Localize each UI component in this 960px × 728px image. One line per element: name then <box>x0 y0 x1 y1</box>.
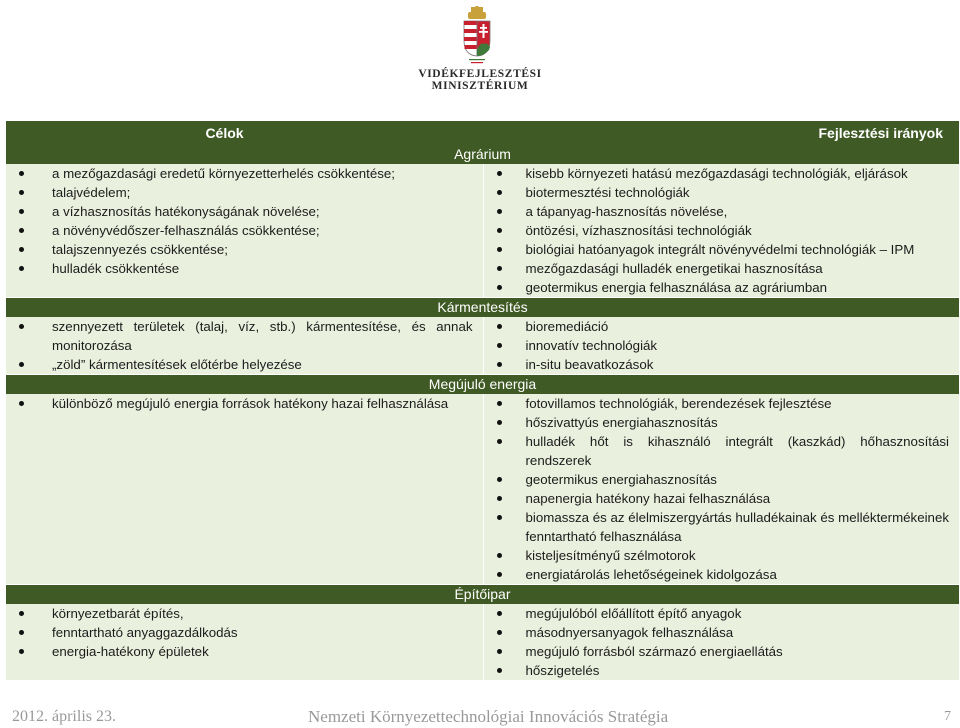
list-item <box>484 240 960 259</box>
direction-item: innovatív technológiák <box>525 338 658 353</box>
list-item <box>6 317 483 355</box>
direction-item: fotovillamos technológiák, berendezések fejlesztése <box>525 396 832 411</box>
direction-item: biomassza és az élelmiszergyártás hulladékainak és melléktermékeinek fenntartható felhasználása <box>525 510 949 544</box>
list-item <box>6 642 483 661</box>
list-item <box>484 202 960 221</box>
bullet-icon <box>497 209 502 214</box>
list-item <box>484 604 960 623</box>
goal-item: „zöld” kármentesítések előtérbe helyezése <box>52 357 302 372</box>
list-item <box>484 164 960 183</box>
goal-list <box>6 164 483 278</box>
list-item <box>6 623 483 642</box>
directions-cell <box>483 604 959 680</box>
bullet-icon <box>19 362 24 367</box>
bullet-icon <box>19 649 24 654</box>
base-line-2 <box>471 62 483 63</box>
list-item <box>484 642 960 661</box>
bullet-icon <box>497 496 502 501</box>
bullet-icon <box>497 611 502 616</box>
section-title: Kármentesítés <box>6 298 959 318</box>
double-cross-top <box>480 27 487 29</box>
list-item <box>484 394 960 413</box>
direction-item: bioremediáció <box>525 319 609 334</box>
column-header-directions: Fejlesztési irányok <box>483 121 959 145</box>
list-item <box>484 565 960 584</box>
goals-cell <box>6 394 483 585</box>
direction-item: geotermikus energia felhasználása az agráriumban <box>525 280 828 295</box>
column-header-goals: Célok <box>6 121 483 145</box>
direction-item: másodnyersanyagok felhasználása <box>525 625 734 640</box>
bullet-icon <box>497 572 502 577</box>
list-item <box>6 394 483 413</box>
goal-item: szennyezett területek (talaj, víz, stb.) kármentesítése, és annak monitorozása <box>52 319 473 353</box>
direction-item: napenergia hatékony hazai felhasználása <box>525 491 771 506</box>
list-item <box>484 355 960 374</box>
list-item <box>6 240 483 259</box>
direction-item: hőszivattyús energiahasznosítás <box>525 415 718 430</box>
list-item <box>484 661 960 680</box>
crown-cross <box>476 6 479 9</box>
page-number: 7 <box>944 709 951 724</box>
bullet-icon <box>497 515 502 520</box>
goal-list <box>6 394 483 413</box>
direction-item: öntözési, vízhasznosítási technológiák <box>525 223 752 238</box>
list-item <box>484 183 960 202</box>
table-body <box>6 145 959 680</box>
direction-item: biotermesztési technológiák <box>525 185 690 200</box>
slide-footer <box>0 704 960 728</box>
crown-band <box>468 12 486 19</box>
footer-date: 2012. április 23. <box>12 708 116 725</box>
bullet-icon <box>497 171 502 176</box>
goal-item: a vízhasznosítás hatékonyságának növelése; <box>52 204 320 219</box>
list-item <box>484 623 960 642</box>
bullet-icon <box>19 247 24 252</box>
list-item <box>484 413 960 432</box>
goal-item: hulladék csökkentése <box>52 261 180 276</box>
direction-list <box>484 604 960 680</box>
directions-cell <box>483 317 959 375</box>
list-item <box>484 470 960 489</box>
direction-item: kisteljesítményű szélmotorok <box>525 548 696 563</box>
direction-item: a tápanyag-hasznosítás növelése, <box>525 204 728 219</box>
list-item <box>6 604 483 623</box>
bullet-icon <box>497 420 502 425</box>
bullet-icon <box>497 401 502 406</box>
bullet-icon <box>497 285 502 290</box>
bullet-icon <box>497 439 502 444</box>
bullet-icon <box>19 209 24 214</box>
stripe-1 <box>464 21 477 25</box>
bullet-icon <box>19 324 24 329</box>
bullet-icon <box>497 649 502 654</box>
bullet-icon <box>19 266 24 271</box>
logo-text-line2: MINISZTÉRIUM <box>431 80 529 92</box>
list-item <box>484 489 960 508</box>
section-title: Agrárium <box>6 145 959 164</box>
direction-item: megújulóból előállított építő anyagok <box>525 606 742 621</box>
direction-item: mezőgazdasági hulladék energetikai hasznosítása <box>525 261 823 276</box>
directions-cell <box>483 394 959 585</box>
section-title: Építőipar <box>6 585 959 605</box>
bullet-icon <box>19 401 24 406</box>
directions-cell <box>483 164 959 298</box>
base-line-1 <box>469 59 485 60</box>
section-content-row <box>6 604 959 680</box>
table-header-row <box>6 121 959 145</box>
list-item <box>484 317 960 336</box>
list-item <box>6 202 483 221</box>
bullet-icon <box>19 171 24 176</box>
direction-item: megújuló forrásból származó energiaellátás <box>525 644 783 659</box>
strategy-table <box>6 121 959 680</box>
list-item <box>484 259 960 278</box>
direction-list <box>484 317 960 374</box>
bullet-icon <box>497 266 502 271</box>
double-cross-bottom <box>479 31 488 33</box>
goal-item: energia-hatékony épületek <box>52 644 209 659</box>
section-title-row <box>6 585 959 605</box>
goals-cell <box>6 317 483 375</box>
bullet-icon <box>497 228 502 233</box>
bullet-icon <box>19 190 24 195</box>
list-item <box>6 221 483 240</box>
direction-item: kisebb környezeti hatású mezőgazdasági technológiák, eljárások <box>525 166 908 181</box>
stripe-4 <box>465 45 478 49</box>
direction-item: hőszigetelés <box>525 663 600 678</box>
bullet-icon <box>497 477 502 482</box>
goal-item: különböző megújuló energia források hatékony hazai felhasználása <box>52 396 449 411</box>
list-item <box>484 336 960 355</box>
section-title-row <box>6 145 959 164</box>
bullet-icon <box>19 228 24 233</box>
goals-cell <box>6 604 483 680</box>
goal-item: környezetbarát építés, <box>52 606 184 621</box>
direction-list <box>484 394 960 584</box>
goal-list <box>6 317 483 374</box>
bullet-icon <box>497 324 502 329</box>
list-item <box>484 546 960 565</box>
goal-item: talajvédelem; <box>52 185 131 200</box>
logo-text-line1: VIDÉKFEJLESZTÉSI <box>418 68 542 80</box>
goals-cell <box>6 164 483 298</box>
stripe-3 <box>464 37 477 41</box>
list-item <box>6 355 483 374</box>
direction-item: biológiai hatóanyagok integrált növényvédelmi technológiák – IPM <box>525 242 915 257</box>
bullet-icon <box>497 343 502 348</box>
section-title-row <box>6 375 959 395</box>
goal-item: a növényvédőszer-felhasználás csökkentése; <box>52 223 320 238</box>
bullet-icon <box>497 630 502 635</box>
footer-title: Nemzeti Környezettechnológiai Innovációs Stratégia <box>308 707 669 726</box>
bullet-icon <box>497 247 502 252</box>
bullet-icon <box>497 190 502 195</box>
section-content-row <box>6 164 959 298</box>
bullet-icon <box>19 611 24 616</box>
section-title-row <box>6 298 959 318</box>
goal-item: a mezőgazdasági eredetű környezetterhelés csökkentése; <box>52 166 395 181</box>
list-item <box>484 508 960 546</box>
direction-item: hulladék hőt is kihasználó integrált (kaszkád) hőhasznosítási rendszerek <box>525 434 949 468</box>
hungarian-coat-of-arms-icon <box>460 6 494 68</box>
goal-list <box>6 604 483 661</box>
section-content-row <box>6 317 959 375</box>
list-item <box>484 221 960 240</box>
section-title: Megújuló energia <box>6 375 959 395</box>
goal-item: fenntartható anyaggazdálkodás <box>52 625 238 640</box>
list-item <box>484 278 960 297</box>
direction-list <box>484 164 960 297</box>
goal-item: talajszennyezés csökkentése; <box>52 242 228 257</box>
bullet-icon <box>497 553 502 558</box>
section-content-row <box>6 394 959 585</box>
list-item <box>6 259 483 278</box>
list-item <box>6 183 483 202</box>
list-item <box>484 432 960 470</box>
stripe-2 <box>464 29 477 33</box>
direction-item: geotermikus energiahasznosítás <box>525 472 717 487</box>
direction-item: in-situ beavatkozások <box>525 357 654 372</box>
slide-header <box>0 0 960 112</box>
bullet-icon <box>19 630 24 635</box>
list-item <box>6 164 483 183</box>
bullet-icon <box>497 668 502 673</box>
direction-item: energiatárolás lehetőségeinek kidolgozása <box>525 567 777 582</box>
bullet-icon <box>497 362 502 367</box>
